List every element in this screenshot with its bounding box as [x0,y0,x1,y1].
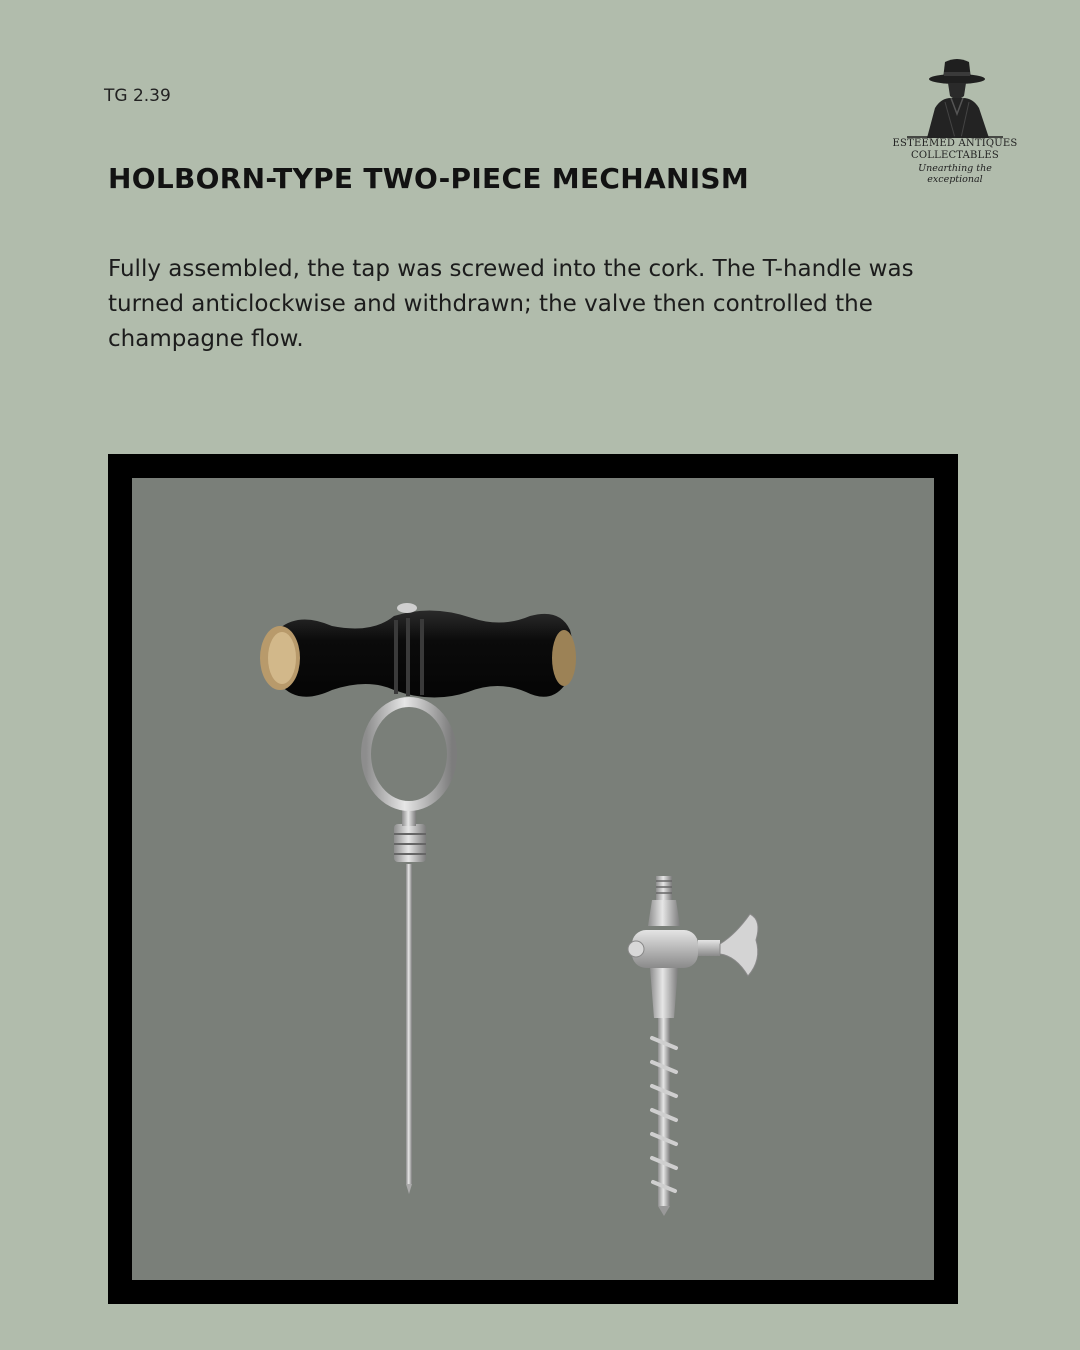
description: Fully assembled, the tap was screwed into the cork. The T-handle was turned anticlockwise and withdrawn; the valve then controlled the champagne flow. [108,256,914,352]
photo-frame [108,454,958,1304]
catalog-tag: TG 2.39 [104,86,171,106]
tap-with-valve [628,876,758,1216]
logo-tagline: Unearthing the exceptional [918,163,992,185]
page-title: HOLBORN-TYPE TWO-PIECE MECHANISM [108,162,750,195]
t-handle-piercer [260,603,576,1194]
product-photo [132,478,934,1280]
logo-name-line1: ESTEEMED ANTIQUES [892,138,1018,149]
brand-logo [890,52,1020,185]
detective-figure-icon [905,52,1005,138]
logo-name-line2: COLLECTABLES [911,150,999,161]
